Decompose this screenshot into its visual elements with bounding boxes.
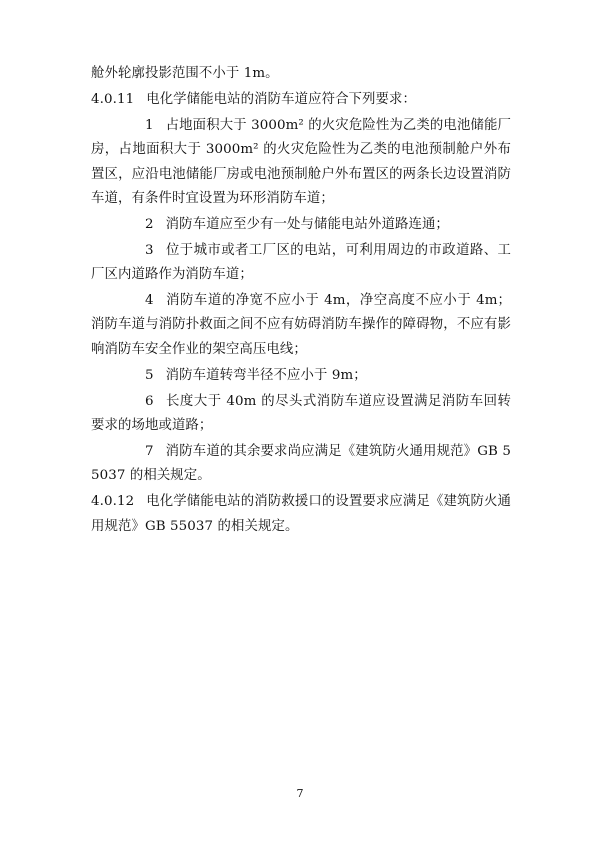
clause-text: 电化学储能电站的消防车道应符合下列要求： bbox=[146, 91, 417, 107]
continuation-text: 舱外轮廓投影范围不小于 1m。 bbox=[91, 66, 279, 81]
list-item-2 bbox=[91, 213, 511, 238]
list-item-1 bbox=[91, 114, 511, 212]
item-text: 消防车道的其余要求尚应满足《建筑防火通用规范》GB 55037 的相关规定。 bbox=[91, 443, 511, 484]
item-text: 长度大于 40m 的尽头式消防车道应设置满足消防车回转要求的场地或道路； bbox=[91, 393, 511, 434]
item-number: 7 bbox=[145, 443, 154, 459]
item-number: 5 bbox=[145, 367, 154, 383]
item-number: 1 bbox=[145, 117, 154, 133]
page-number: 7 bbox=[296, 787, 304, 800]
clause-number: 4.0.12 bbox=[91, 494, 135, 510]
continuation-paragraph bbox=[91, 62, 511, 87]
clause-number: 4.0.11 bbox=[91, 91, 135, 107]
document-body bbox=[91, 62, 511, 540]
item-text: 消防车道的净宽不应小于 4m，净空高度不应小于 4m；消防车道与消防扑救面之间不应有妨碍消防车操作的障碍物，不应有影响消防车安全作业的架空高压电线； bbox=[91, 292, 511, 357]
clause-4-0-11 bbox=[91, 88, 511, 113]
list-item-3 bbox=[91, 239, 511, 288]
item-number: 6 bbox=[145, 393, 154, 409]
item-text: 占地面积大于 3000m² 的火灾危险性为乙类的电池储能厂房，占地面积大于 3000m² 的火灾危险性为乙类的电池预制舱户外布置区，应沿电池储能厂房或电池预制舱户外布置区的两条长边设置消防车道，有条件时宜设置为环形消防车道； bbox=[91, 117, 511, 207]
list-item-7 bbox=[91, 440, 511, 489]
list-item-4 bbox=[91, 289, 511, 363]
item-text: 消防车道转弯半径不应小于 9m； bbox=[165, 367, 367, 383]
list-item-5 bbox=[91, 364, 511, 389]
item-number: 4 bbox=[145, 292, 154, 308]
clause-text: 电化学储能电站的消防救援口的设置要求应满足《建筑防火通用规范》GB 55037 的相关规定。 bbox=[91, 494, 511, 534]
item-text: 位于城市或者工厂区的电站，可利用周边的市政道路、工厂区内道路作为消防车道； bbox=[91, 242, 511, 283]
clause-4-0-12 bbox=[91, 490, 511, 539]
item-number: 3 bbox=[145, 242, 154, 258]
list-item-6 bbox=[91, 390, 511, 439]
item-number: 2 bbox=[145, 216, 154, 232]
item-text: 消防车道应至少有一处与储能电站外道路连通； bbox=[165, 216, 449, 232]
